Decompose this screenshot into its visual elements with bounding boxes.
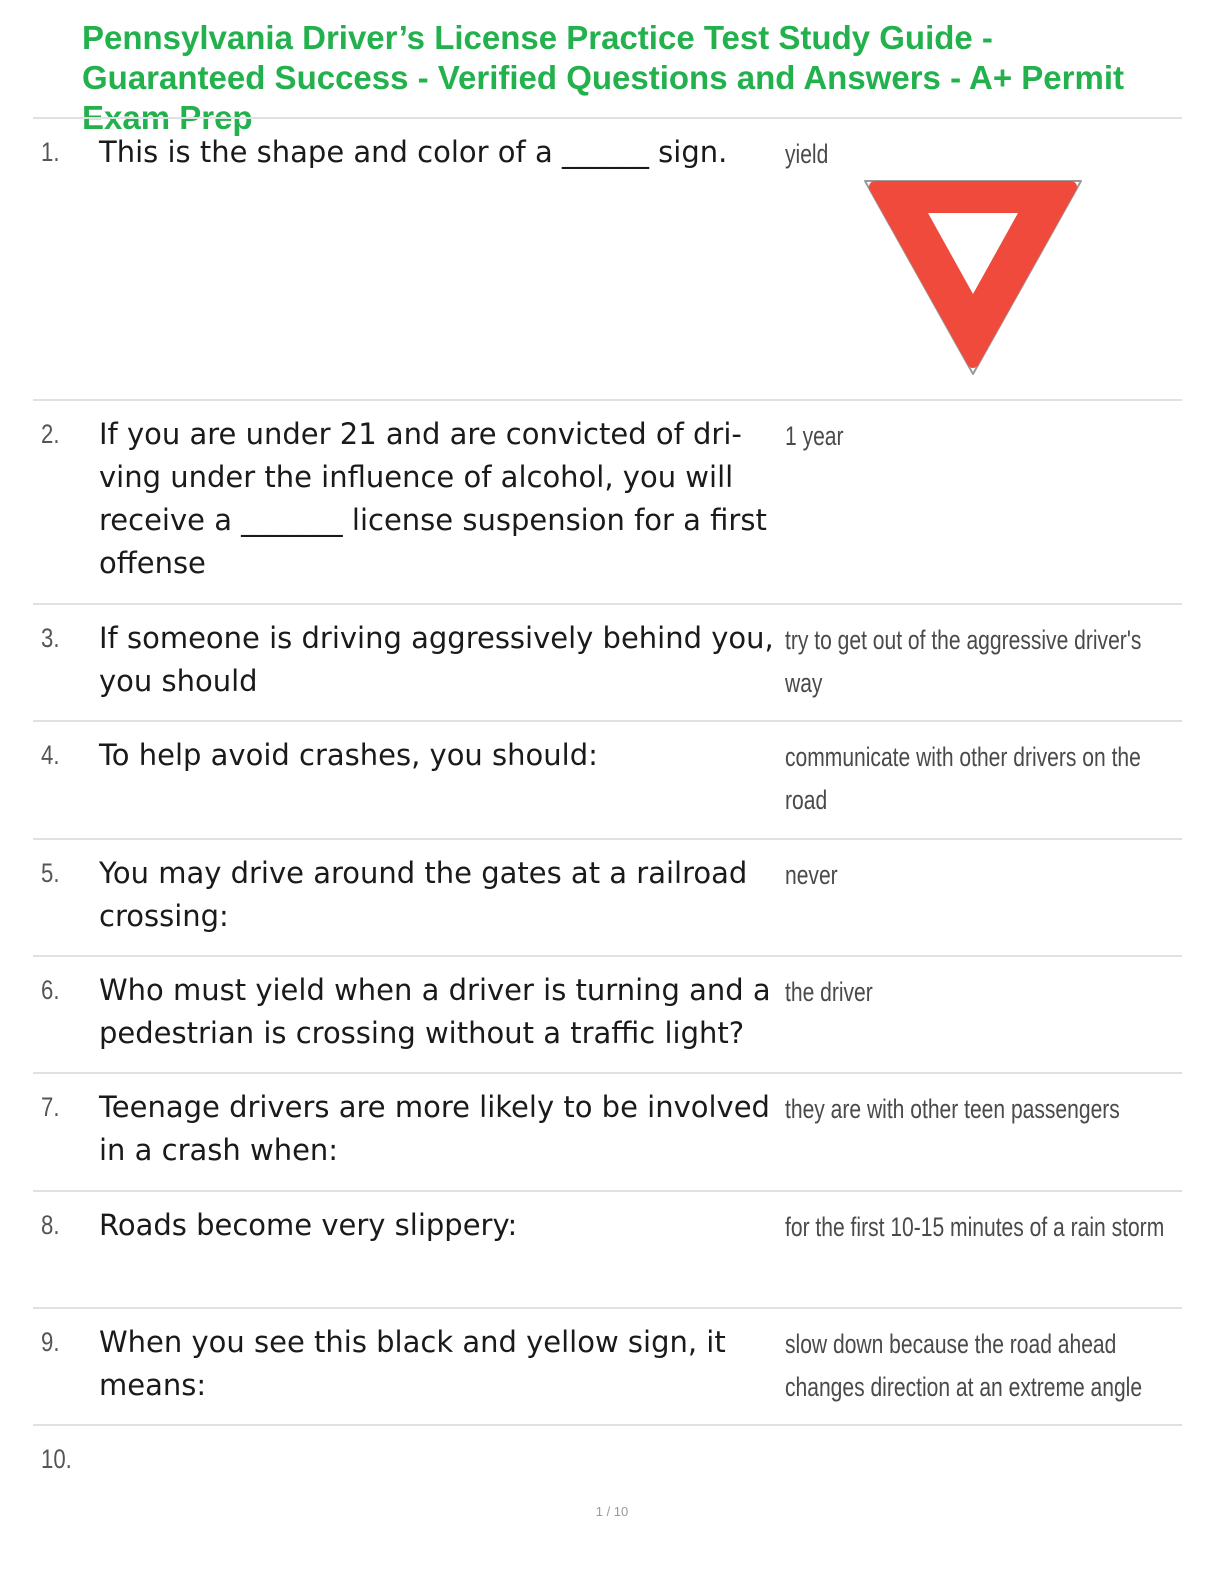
item-number: 1. [41, 137, 60, 167]
yield-sign-icon [853, 169, 1093, 384]
title-line: Pennsylvania Driver’s License Practice Test Study Guide - [82, 19, 993, 56]
answer-text: slow down because the road ahead changes direction at an extreme angle [785, 1329, 1143, 1402]
list-item [33, 1307, 1182, 1424]
item-number: 10. [41, 1444, 72, 1474]
answer-text: 1 year [785, 421, 844, 451]
list-item [33, 720, 1182, 838]
question-text: When you see this black and yellow sign, it means: [99, 1325, 726, 1402]
list-item [33, 1190, 1182, 1307]
item-number: 4. [41, 740, 60, 770]
title-line: Exam Prep [82, 99, 253, 136]
question-text: Roads become very slippery: [99, 1208, 518, 1242]
question-text: If someone is driving aggressively behind you, you should [99, 621, 774, 698]
question-text: Who must yield when a driver is turning and a pedestrian is crossing without a traffic light? [99, 973, 771, 1050]
question-text: If you are under 21 and are convicted of dri- ving under the influence of alcohol, you will receive a _______ license suspension for a first offense [99, 417, 767, 580]
title-line: Guaranteed Success - Verified Questions and Answers - A+ Permit [82, 59, 1124, 96]
answer-text: yield [785, 139, 829, 169]
list-item [33, 399, 1182, 603]
list-item [33, 117, 1182, 399]
item-number: 5. [41, 858, 60, 888]
answer-text: they are with other teen passengers [785, 1094, 1120, 1124]
question-text: Teenage drivers are more likely to be involved in a crash when: [99, 1090, 770, 1167]
question-text: You may drive around the gates at a railroad crossing: [99, 856, 748, 933]
page-number: 1 / 10 [595, 1504, 629, 1519]
list-item [33, 838, 1182, 955]
list-item [33, 1072, 1182, 1190]
answer-text: never [785, 860, 838, 890]
answer-text: for the first 10-15 minutes of a rain storm [785, 1212, 1165, 1242]
question-text: This is the shape and color of a ______ sign. [99, 135, 728, 169]
item-number: 3. [41, 623, 60, 653]
list-item [33, 603, 1182, 720]
item-number: 9. [41, 1327, 60, 1357]
question-list [33, 117, 1182, 1494]
answer-text: try to get out of the aggressive driver's way [785, 625, 1142, 698]
item-number: 2. [41, 419, 60, 449]
list-item [33, 955, 1182, 1072]
list-item [33, 1424, 1182, 1494]
item-number: 6. [41, 975, 60, 1005]
answer-text: the driver [785, 977, 873, 1007]
item-number: 8. [41, 1210, 60, 1240]
answer-text: communicate with other drivers on the road [785, 742, 1141, 815]
question-text: To help avoid crashes, you should: [99, 738, 598, 772]
item-number: 7. [41, 1092, 60, 1122]
